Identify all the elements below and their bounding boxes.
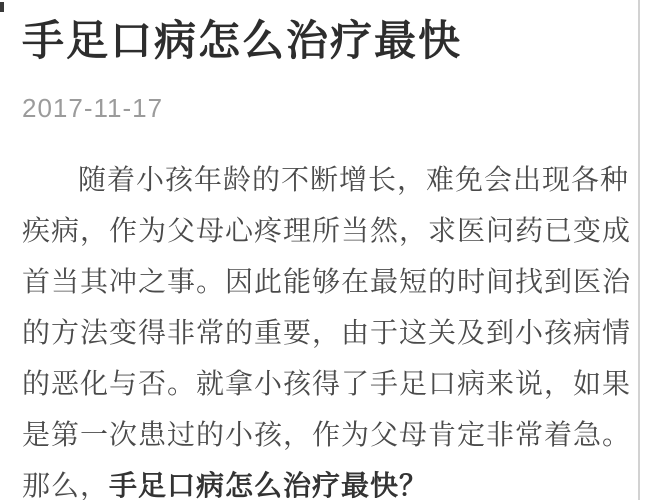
body-line: 疾病，作为父母心疼理所当然，求医问药已变成 xyxy=(22,215,632,246)
article-title: 手足口病怎么治疗最快 xyxy=(22,17,463,64)
corner-artifact xyxy=(0,2,4,12)
article-body xyxy=(22,154,632,500)
body-line: 的恶化与否。就拿小孩得了手足口病来说，如果 xyxy=(22,368,632,399)
page-edge-divider xyxy=(638,0,640,500)
body-line: 是第一次患过的小孩，作为父母肯定非常着急。 xyxy=(22,419,632,450)
body-bold-question: 手足口病怎么治疗最快？ xyxy=(109,470,429,500)
body-line-final-prefix: 那么， xyxy=(22,470,110,500)
article-date: 2017-11-17 xyxy=(22,93,164,123)
body-line-final xyxy=(22,460,622,500)
body-line: 首当其冲之事。因此能够在最短的时间找到医治 xyxy=(22,266,632,297)
body-line: 的方法变得非常的重要，由于这关及到小孩病情 xyxy=(22,317,632,348)
body-line: 随着小孩年龄的不断增长，难免会出现各种 xyxy=(78,164,630,195)
